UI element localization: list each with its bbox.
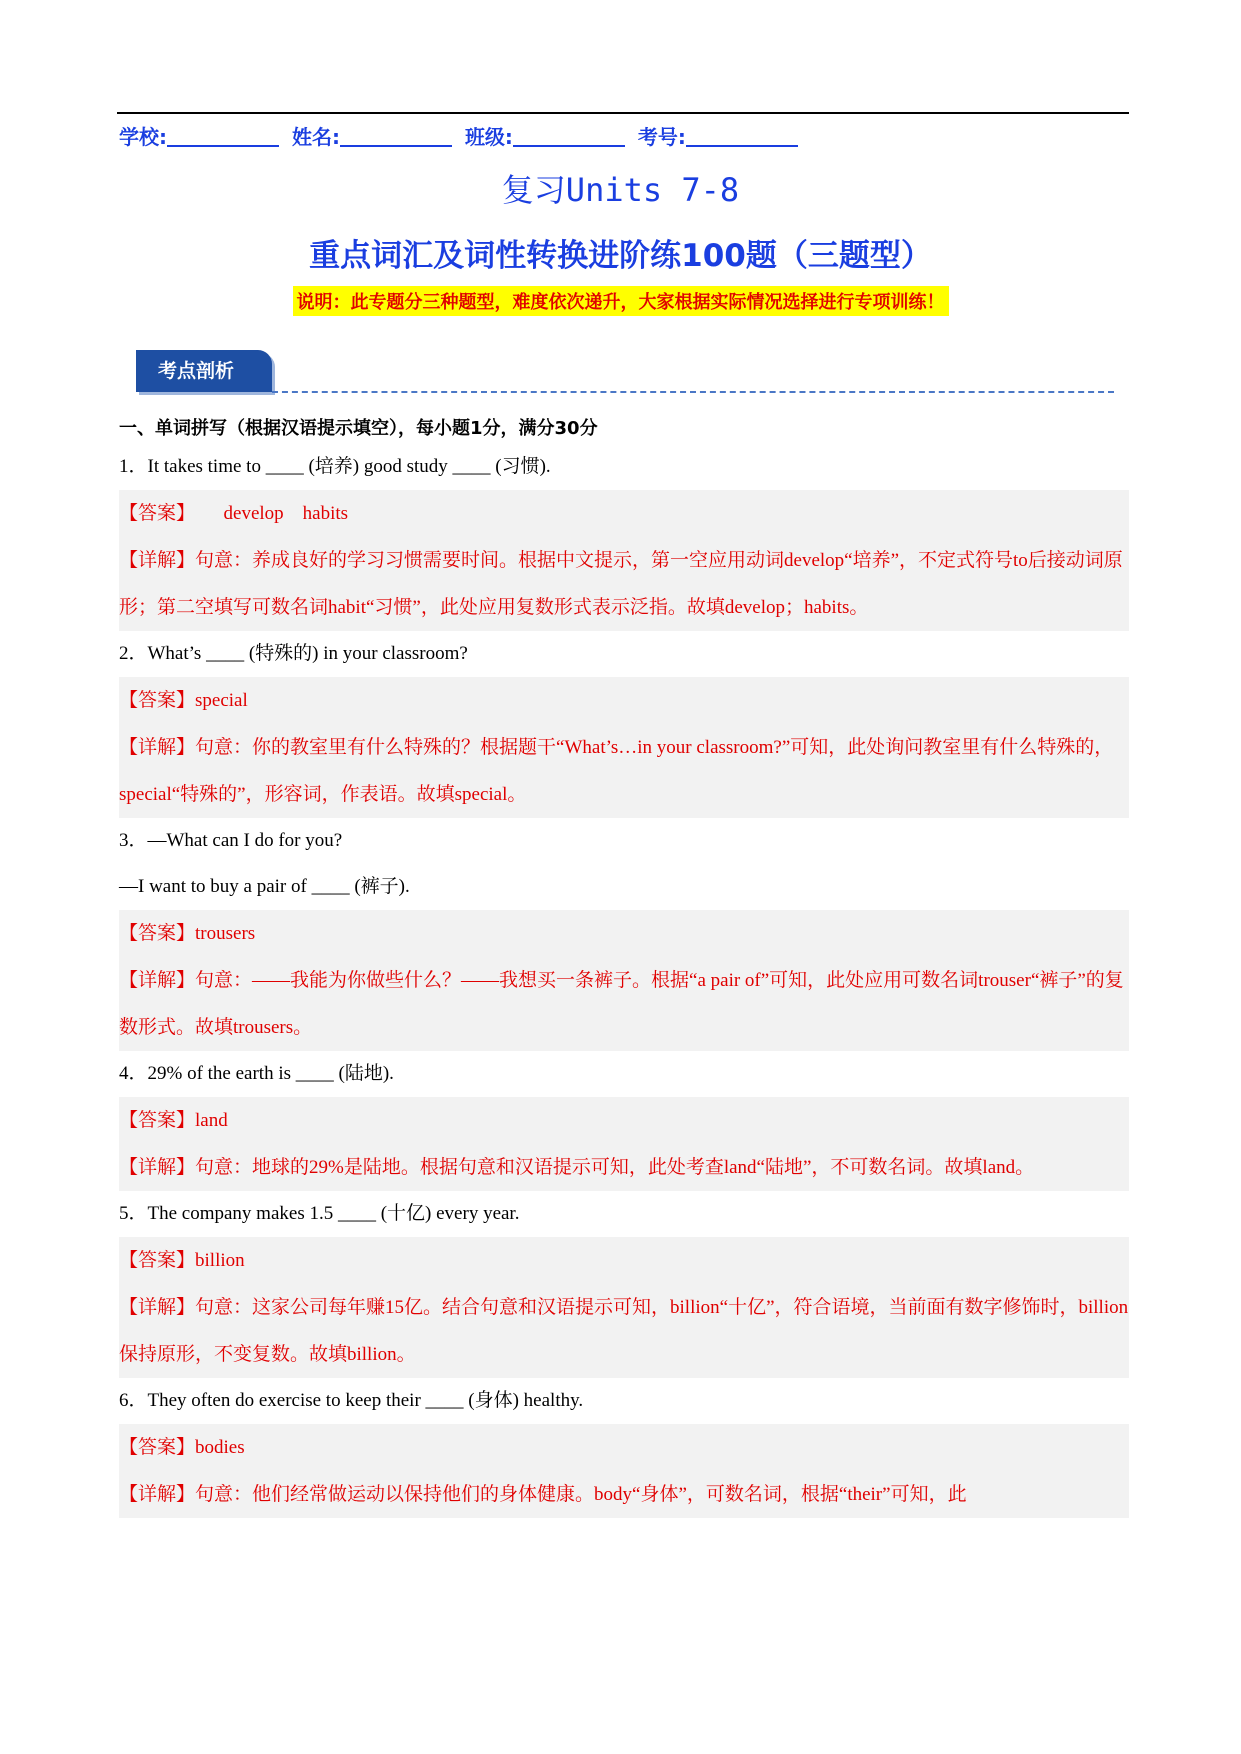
- detail-label: 【详解】: [119, 549, 196, 571]
- detail-label: 【详解】: [119, 969, 196, 991]
- question-item: [119, 1051, 1129, 1191]
- detail-text: 句意：你的教室里有什么特殊的？根据题干“What’s…in your classroom?”可知，此处询问教室里有什么特殊的，special“特殊的”，形容词，作表语。故填special。: [119, 737, 1114, 805]
- answer-value: trousers: [195, 923, 256, 944]
- answer-value: land: [195, 1110, 228, 1131]
- question-text: —I want to buy a pair of ____ (裤子).: [119, 876, 410, 897]
- question-item: [119, 1378, 1129, 1518]
- answer-row: [119, 677, 1129, 724]
- detail-row: [119, 724, 1129, 818]
- detail-label: 【详解】: [119, 736, 196, 758]
- question-item: [119, 631, 1129, 818]
- answer-value: billion: [195, 1250, 245, 1271]
- answer-row: [119, 1237, 1129, 1284]
- detail-label: 【详解】: [119, 1296, 196, 1318]
- class-label: 班级:: [464, 125, 513, 149]
- detail-row: [119, 957, 1129, 1051]
- section-tab: 考点剖析: [136, 350, 272, 392]
- instruction-note: 说明：此专题分三种题型，难度依次递升，大家根据实际情况选择进行专项训练！: [293, 286, 949, 316]
- detail-row: [119, 1144, 1129, 1191]
- detail-label: 【详解】: [119, 1483, 196, 1505]
- detail-text: 句意：他们经常做运动以保持他们的身体健康。body“身体”，可数名词，根据“their”可知，此: [195, 1484, 967, 1505]
- detail-label: 【详解】: [119, 1156, 196, 1178]
- detail-text: 句意：这家公司每年赚15亿。结合句意和汉语提示可知，billion“十亿”，符合语境，当前面有数字修饰时，billion保持原形，不变复数。故填billion。: [119, 1297, 1129, 1365]
- name-blank[interactable]: [340, 125, 452, 147]
- detail-row: [119, 537, 1129, 631]
- answer-label: 【答案】: [119, 1109, 196, 1131]
- school-blank[interactable]: [167, 125, 279, 147]
- question-text: 6．They often do exercise to keep their ____ (身体) healthy.: [119, 1390, 584, 1411]
- part-heading: 一、单词拼写（根据汉语提示填空），每小题1分，满分30分: [119, 418, 598, 439]
- student-info-line: [119, 121, 804, 150]
- detail-text: 句意：地球的29%是陆地。根据句意和汉语提示可知，此处考查land“陆地”，不可数名词。故填land。: [195, 1157, 1035, 1178]
- answer-label: 【答案】: [119, 502, 196, 524]
- answer-value: bodies: [195, 1437, 245, 1458]
- answer-box: [119, 1424, 1129, 1518]
- question-text: 2．What’s ____ (特殊的) in your classroom?: [119, 643, 468, 664]
- answer-box: [119, 677, 1129, 818]
- section-divider: [272, 391, 1114, 393]
- instruction-note-wrap: [0, 286, 1241, 316]
- name-label: 姓名:: [291, 125, 340, 149]
- question-text: 1．It takes time to ____ (培养) good study ____ (习惯).: [119, 456, 551, 477]
- question-item: [119, 818, 1129, 1051]
- answer-row: [119, 490, 1129, 537]
- question-list: [119, 414, 1129, 1518]
- answer-box: [119, 1097, 1129, 1191]
- answer-label: 【答案】: [119, 1249, 196, 1271]
- question-item: [119, 1191, 1129, 1378]
- answer-box: [119, 490, 1129, 631]
- answer-value: develop habits: [195, 503, 349, 524]
- answer-label: 【答案】: [119, 1436, 196, 1458]
- detail-row: [119, 1284, 1129, 1378]
- page-subtitle: 重点词汇及词性转换进阶练100题（三题型）: [309, 238, 932, 274]
- answer-row: [119, 1424, 1129, 1471]
- answer-value: special: [195, 690, 248, 711]
- question-text: 5．The company makes 1.5 ____ (十亿) every year.: [119, 1203, 520, 1224]
- answer-row: [119, 910, 1129, 957]
- answer-label: 【答案】: [119, 922, 196, 944]
- question-text: 3．—What can I do for you?: [119, 830, 343, 851]
- answer-row: [119, 1097, 1129, 1144]
- page-title: 复习Units 7-8: [501, 171, 740, 209]
- class-blank[interactable]: [513, 125, 625, 147]
- question-item: [119, 444, 1129, 631]
- exam-number-label: 考号:: [637, 125, 686, 149]
- top-rule: [117, 112, 1129, 114]
- detail-row: [119, 1471, 1129, 1518]
- detail-text: 句意：养成良好的学习习惯需要时间。根据中文提示，第一空应用动词develop“培养”，不定式符号to后接动词原形；第二空填写可数名词habit“习惯”，此处应用复数形式表示泛指。故填develop；habits。: [119, 550, 1123, 618]
- answer-box: [119, 910, 1129, 1051]
- detail-text: 句意：——我能为你做些什么？——我想买一条裤子。根据“a pair of”可知，此处应用可数名词trouser“裤子”的复数形式。故填trousers。: [119, 970, 1124, 1038]
- answer-label: 【答案】: [119, 689, 196, 711]
- question-text: 4．29% of the earth is ____ (陆地).: [119, 1063, 394, 1084]
- answer-box: [119, 1237, 1129, 1378]
- exam-number-blank[interactable]: [686, 125, 798, 147]
- school-label: 学校:: [119, 125, 167, 149]
